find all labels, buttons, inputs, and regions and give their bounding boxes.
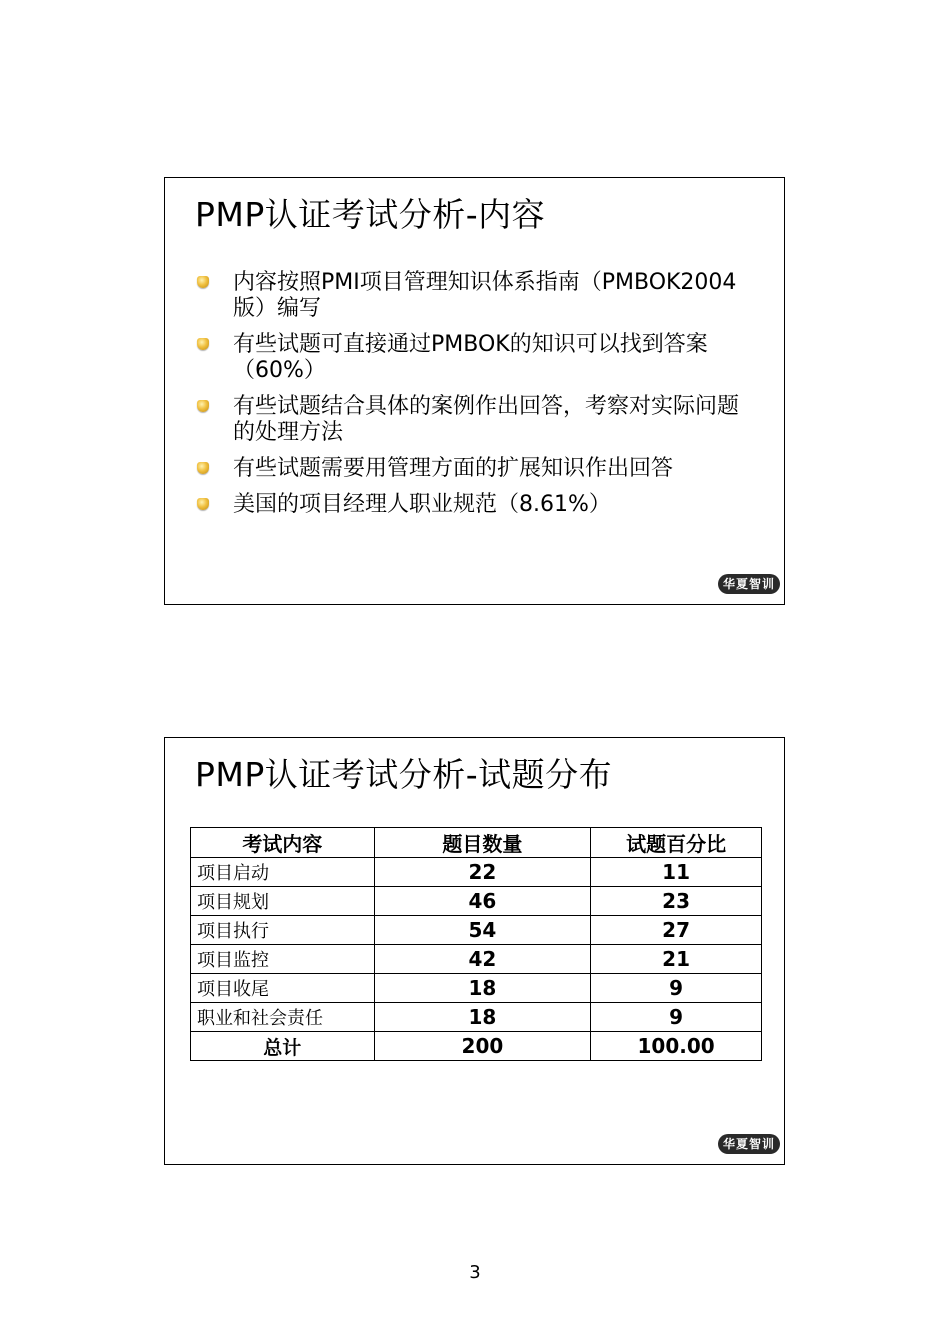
total-count: 200 bbox=[374, 1032, 591, 1061]
bullet-icon bbox=[197, 498, 209, 510]
row-content: 职业和社会责任 bbox=[191, 1003, 375, 1032]
row-percent: 27 bbox=[591, 916, 762, 945]
row-content: 项目规划 bbox=[191, 887, 375, 916]
table-row bbox=[191, 1003, 762, 1032]
total-label: 总计 bbox=[191, 1032, 375, 1061]
row-content: 项目收尾 bbox=[191, 974, 375, 1003]
row-percent: 9 bbox=[591, 974, 762, 1003]
table-row bbox=[191, 916, 762, 945]
total-percent: 100.00 bbox=[591, 1032, 762, 1061]
row-percent: 11 bbox=[591, 858, 762, 887]
bullet-item: 内容按照PMI项目管理知识体系指南（PMBOK2004版）编写 bbox=[197, 270, 757, 322]
bullet-item: 有些试题结合具体的案例作出回答，考察对实际问题的处理方法 bbox=[197, 394, 757, 446]
brand-logo: 华夏智训 bbox=[718, 574, 780, 594]
table-total-row bbox=[191, 1032, 762, 1061]
row-percent: 9 bbox=[591, 1003, 762, 1032]
page-number: 3 bbox=[469, 1262, 481, 1283]
bullet-item: 有些试题需要用管理方面的扩展知识作出回答 bbox=[197, 456, 757, 482]
table-row bbox=[191, 974, 762, 1003]
slide-title: PMP认证考试分析-试题分布 bbox=[195, 755, 613, 794]
header-count: 题目数量 bbox=[374, 828, 591, 858]
bullet-icon bbox=[197, 462, 209, 474]
row-content: 项目监控 bbox=[191, 945, 375, 974]
bullet-icon bbox=[197, 338, 209, 350]
table-row bbox=[191, 887, 762, 916]
table-row bbox=[191, 858, 762, 887]
row-content: 项目执行 bbox=[191, 916, 375, 945]
row-count: 18 bbox=[374, 974, 591, 1003]
table-header-row bbox=[191, 828, 762, 858]
row-content: 项目启动 bbox=[191, 858, 375, 887]
bullet-list bbox=[197, 270, 757, 528]
brand-logo: 华夏智训 bbox=[718, 1134, 780, 1154]
bullet-icon bbox=[197, 276, 209, 288]
row-percent: 23 bbox=[591, 887, 762, 916]
bullet-item: 美国的项目经理人职业规范（8.61%） bbox=[197, 492, 757, 518]
bullet-item: 有些试题可直接通过PMBOK的知识可以找到答案（60%） bbox=[197, 332, 757, 384]
row-count: 54 bbox=[374, 916, 591, 945]
slide-title: PMP认证考试分析-内容 bbox=[195, 195, 546, 234]
slide-question-distribution bbox=[164, 737, 785, 1165]
header-percent: 试题百分比 bbox=[591, 828, 762, 858]
row-percent: 21 bbox=[591, 945, 762, 974]
slide-content-analysis bbox=[164, 177, 785, 605]
bullet-icon bbox=[197, 400, 209, 412]
row-count: 46 bbox=[374, 887, 591, 916]
distribution-table bbox=[190, 827, 762, 1061]
header-content: 考试内容 bbox=[191, 828, 375, 858]
row-count: 18 bbox=[374, 1003, 591, 1032]
row-count: 22 bbox=[374, 858, 591, 887]
row-count: 42 bbox=[374, 945, 591, 974]
table-row bbox=[191, 945, 762, 974]
